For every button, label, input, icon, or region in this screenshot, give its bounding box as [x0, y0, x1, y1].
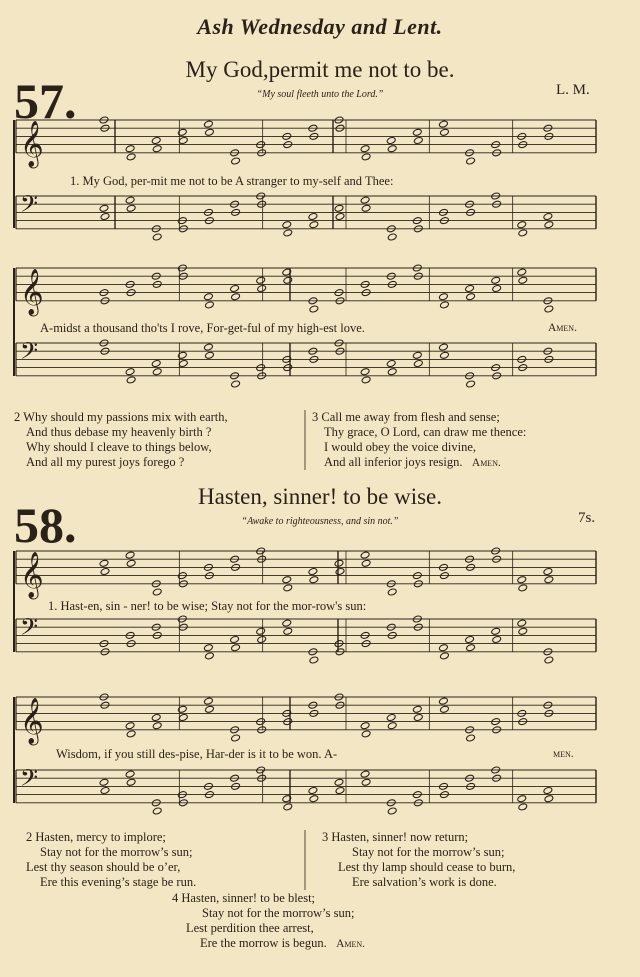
note-head: [492, 635, 502, 643]
verse-line: Lest thy season should be o’er,: [26, 860, 181, 874]
verse-line: Ere salvation’s work is done.: [352, 875, 497, 889]
note-head: [517, 268, 527, 276]
note-head: [412, 705, 422, 713]
note-head: [256, 627, 266, 635]
note-head: [125, 722, 135, 730]
note-head: [544, 305, 554, 313]
note-head: [491, 276, 501, 284]
note-head: [518, 276, 528, 284]
verse-line: I would obey the voice divine,: [324, 440, 477, 454]
note-head: [230, 635, 240, 643]
note-head: [491, 627, 501, 635]
note-head: [178, 713, 188, 721]
note-head: [125, 368, 135, 376]
note-head: [282, 576, 292, 584]
verse-line: And all my purest joys forego ?: [26, 455, 185, 469]
note-head: [231, 157, 241, 165]
note-head: [152, 807, 162, 815]
note-head: [152, 145, 162, 153]
treble-clef-icon: 𝄞: [20, 551, 44, 598]
note-head: [412, 128, 422, 136]
note-head: [518, 803, 528, 811]
note-head: [283, 584, 293, 592]
bass-clef-icon: 𝄢: [20, 613, 39, 646]
note-head: [256, 276, 266, 284]
note-head: [152, 368, 162, 376]
note-head: [360, 368, 370, 376]
note-head: [439, 644, 449, 652]
note-head: [309, 305, 319, 313]
note-head: [543, 786, 553, 794]
note-head: [544, 576, 554, 584]
note-head: [386, 136, 396, 144]
note-head: [360, 551, 370, 559]
treble-clef-icon: 𝄞: [20, 268, 44, 315]
note-head: [413, 136, 423, 144]
note-head: [440, 351, 450, 359]
verse-line: Stay not for the morrow’s sun;: [202, 906, 355, 920]
note-head: [99, 778, 109, 786]
note-head: [517, 619, 527, 627]
verse-line: Lest thy lamp should cease to burn,: [338, 860, 516, 874]
note-head: [126, 559, 136, 567]
note-head: [518, 584, 528, 592]
note-head: [204, 120, 214, 128]
verse-line: Lest perdition thee arrest,: [186, 921, 314, 935]
note-head: [466, 157, 476, 165]
note-head: [151, 359, 161, 367]
note-head: [177, 351, 187, 359]
note-head: [517, 221, 527, 229]
verse-line: And thus debase my heavenly birth ?: [26, 425, 212, 439]
note-head: [361, 778, 371, 786]
note-head: [360, 196, 370, 204]
note-head: [387, 807, 397, 815]
note-head: [465, 284, 475, 292]
note-head: [152, 722, 162, 730]
note-head: [204, 343, 214, 351]
verse-line: Stay not for the morrow’s sun;: [352, 845, 505, 859]
verse-line: Thy grace, O Lord, can draw me thence:: [324, 425, 527, 439]
bass-clef-icon: 𝄢: [20, 764, 39, 797]
treble-clef-icon: 𝄞: [20, 120, 44, 167]
note-head: [413, 359, 423, 367]
note-head: [283, 627, 293, 635]
note-head: [126, 204, 136, 212]
note-head: [177, 705, 187, 713]
hymn-epigraph: “Awake to righteousness, and sin not.”: [241, 516, 399, 527]
note-head: [361, 730, 371, 738]
note-head: [126, 376, 136, 384]
note-head: [257, 284, 267, 292]
note-head: [152, 233, 162, 241]
note-head: [100, 567, 110, 575]
lyric-line: Wisdom, if you still des-pise, Har-der is it to be won. A-: [56, 747, 338, 761]
note-head: [309, 656, 319, 664]
note-head: [544, 221, 554, 229]
note-head: [543, 567, 553, 575]
note-head: [335, 212, 345, 220]
section-header: Ash Wednesday and Lent.: [197, 14, 443, 39]
hymn-number: 57.: [14, 73, 77, 129]
note-head: [231, 380, 241, 388]
note-head: [386, 359, 396, 367]
note-head: [387, 588, 397, 596]
note-head: [230, 284, 240, 292]
note-head: [125, 145, 135, 153]
note-head: [151, 713, 161, 721]
note-head: [466, 734, 476, 742]
note-head: [125, 551, 135, 559]
note-head: [205, 301, 215, 309]
note-head: [231, 734, 241, 742]
verse-line: Why should I cleave to things below,: [26, 440, 212, 454]
verse-line: 3 Hasten, sinner! now return;: [322, 830, 469, 844]
note-head: [177, 128, 187, 136]
note-head: [126, 778, 136, 786]
amen-label: Amen.: [471, 457, 501, 469]
note-head: [412, 351, 422, 359]
note-head: [152, 588, 162, 596]
hymn-epigraph: “My soul fleeth unto the Lord.”: [256, 89, 384, 100]
note-head: [231, 644, 241, 652]
note-head: [517, 795, 527, 803]
note-head: [205, 652, 215, 660]
lyric-line: 1. My God, per-mit me not to be A stranger to my-self and Thee:: [70, 174, 394, 188]
lyric-line: 1. Hast-en, sin - ner! to be wise; Stay not for the mor-row's sun:: [48, 599, 367, 613]
hymn-meter: L. M.: [556, 82, 590, 98]
note-head: [257, 635, 267, 643]
note-head: [387, 722, 397, 730]
note-head: [282, 221, 292, 229]
note-head: [205, 128, 215, 136]
note-head: [466, 380, 476, 388]
note-head: [99, 559, 109, 567]
amen-label: Amen.: [336, 938, 366, 950]
note-head: [492, 284, 502, 292]
note-head: [178, 136, 188, 144]
note-head: [413, 713, 423, 721]
note-head: [439, 120, 449, 128]
hymn-title: Hasten, sinner! to be wise.: [198, 484, 442, 509]
note-head: [126, 153, 136, 161]
note-head: [204, 697, 214, 705]
note-head: [204, 644, 214, 652]
note-head: [100, 212, 110, 220]
note-head: [126, 730, 136, 738]
note-head: [360, 770, 370, 778]
note-head: [125, 196, 135, 204]
note-head: [205, 351, 215, 359]
note-head: [360, 145, 370, 153]
note-head: [334, 559, 344, 567]
note-head: [231, 293, 241, 301]
note-head: [125, 770, 135, 778]
note-head: [465, 635, 475, 643]
bass-clef-icon: 𝄢: [20, 337, 39, 370]
note-head: [178, 359, 188, 367]
note-head: [386, 713, 396, 721]
note-head: [440, 128, 450, 136]
note-head: [361, 376, 371, 384]
verse-line: 2 Hasten, mercy to implore;: [26, 830, 166, 844]
note-head: [439, 697, 449, 705]
verse-line: Stay not for the morrow’s sun;: [40, 845, 193, 859]
note-head: [361, 559, 371, 567]
note-head: [335, 786, 345, 794]
note-head: [309, 221, 319, 229]
note-head: [439, 293, 449, 301]
note-head: [99, 204, 109, 212]
note-head: [440, 705, 450, 713]
note-head: [544, 656, 554, 664]
note-head: [440, 301, 450, 309]
note-head: [334, 204, 344, 212]
note-head: [308, 567, 318, 575]
note-head: [361, 204, 371, 212]
note-head: [387, 145, 397, 153]
note-head: [283, 803, 293, 811]
verse-line: And all inferior joys resign. Amen.: [324, 455, 501, 469]
note-head: [282, 619, 292, 627]
note-head: [439, 343, 449, 351]
bass-clef-icon: 𝄢: [20, 190, 39, 223]
verse-line: 2 Why should my passions mix with earth,: [14, 410, 228, 424]
hymn-title: My God,permit me not to be.: [185, 57, 455, 82]
amen-label: men.: [553, 748, 574, 760]
treble-clef-icon: 𝄞: [20, 697, 44, 744]
note-head: [518, 229, 528, 237]
verse-line: Ere the morrow is begun. Amen.: [200, 936, 366, 950]
note-head: [309, 795, 319, 803]
lyric-line: A-midst a thousand tho'ts I rove, For-get-ful of my high-est love.: [40, 321, 365, 335]
note-head: [387, 368, 397, 376]
note-head: [283, 276, 293, 284]
note-head: [151, 136, 161, 144]
verse-line: 4 Hasten, sinner! to be blest;: [172, 891, 316, 905]
note-head: [100, 786, 110, 794]
note-head: [387, 233, 397, 241]
note-head: [361, 153, 371, 161]
hymn-meter: 7s.: [578, 510, 596, 526]
note-head: [204, 293, 214, 301]
note-head: [308, 212, 318, 220]
note-head: [544, 795, 554, 803]
note-head: [309, 576, 319, 584]
note-head: [283, 229, 293, 237]
note-head: [360, 722, 370, 730]
note-head: [517, 576, 527, 584]
note-head: [466, 293, 476, 301]
hymn-number: 58.: [14, 497, 77, 553]
note-head: [543, 212, 553, 220]
amen-label: Amen.: [548, 322, 577, 334]
verse-line: Ere this evening’s stage be run.: [40, 875, 197, 889]
note-head: [518, 627, 528, 635]
note-head: [335, 567, 345, 575]
note-head: [205, 705, 215, 713]
verse-line: 3 Call me away from flesh and sense;: [312, 410, 500, 424]
note-head: [308, 786, 318, 794]
note-head: [334, 778, 344, 786]
note-head: [440, 652, 450, 660]
note-head: [466, 644, 476, 652]
